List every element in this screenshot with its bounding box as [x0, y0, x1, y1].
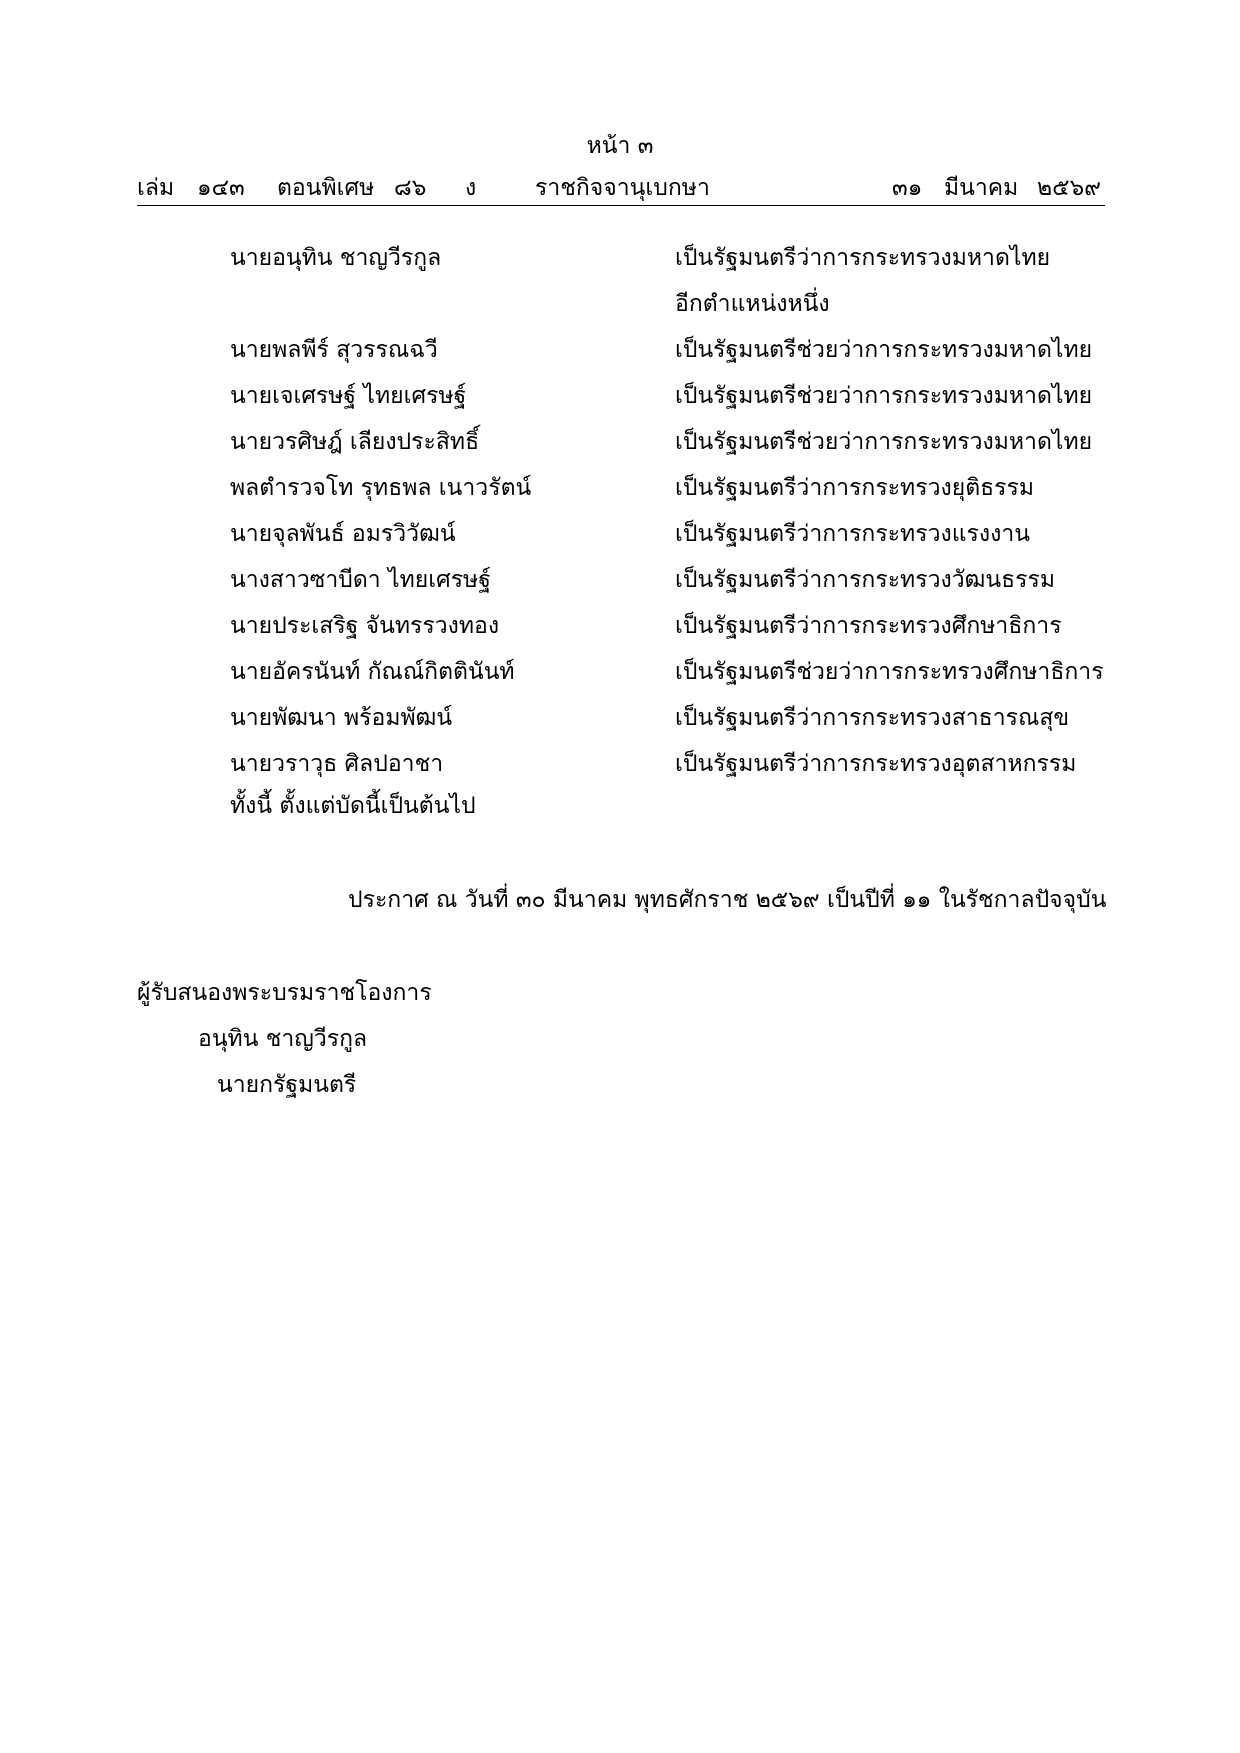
gazette-header	[137, 170, 1105, 200]
appointment-row	[0, 654, 1240, 700]
appointment-row	[0, 562, 1240, 608]
appointee-position: เป็นรัฐมนตรีช่วยว่าการกระทรวงมหาดไทย	[675, 429, 1093, 455]
issue-year: ๒๕๖๙	[1037, 175, 1102, 201]
appointment-row	[0, 516, 1240, 562]
volume-label: เล่ม	[137, 175, 175, 201]
appointee-name: นายพัฒนา พร้อมพัฒน์	[230, 705, 453, 731]
header-divider	[137, 205, 1105, 206]
volume-number: ๑๔๓	[197, 175, 245, 201]
page-number: หน้า ๓	[586, 133, 654, 159]
proclamation-date: ประกาศ ณ วันที่ ๓๐ มีนาคม พุทธศักราช ๒๕๖๙ เป็นปีที่ ๑๑ ในรัชกาลปัจจุบัน	[348, 887, 1107, 913]
issue-day: ๓๑	[892, 175, 923, 201]
countersign-label: ผู้รับสนองพระบรมราชโองการ	[137, 980, 432, 1006]
appointment-row	[0, 608, 1240, 654]
appointee-position: เป็นรัฐมนตรีว่าการกระทรวงมหาดไทย	[675, 245, 1051, 271]
appointment-row	[0, 332, 1240, 378]
section-letter: ง	[465, 175, 477, 201]
appointee-position: เป็นรัฐมนตรีว่าการกระทรวงศึกษาธิการ	[675, 613, 1062, 639]
gazette-title: ราชกิจจานุเบกษา	[535, 175, 710, 201]
appointee-position: เป็นรัฐมนตรีช่วยว่าการกระทรวงมหาดไทย	[675, 337, 1093, 363]
appointee-position: อีกตำแหน่งหนึ่ง	[675, 291, 830, 317]
appointment-row	[0, 470, 1240, 516]
section-label: ตอนพิเศษ	[277, 175, 375, 201]
appointee-name: นายจุลพันธ์ อมรวิวัฒน์	[230, 521, 456, 547]
appointee-position: เป็นรัฐมนตรีว่าการกระทรวงยุติธรรม	[675, 475, 1035, 501]
appointee-name: นายอัครนันท์ กัณณ์กิตตินันท์	[230, 659, 515, 685]
signer-name: อนุทิน ชาญวีรกูล	[198, 1026, 368, 1052]
appointee-position: เป็นรัฐมนตรีว่าการกระทรวงวัฒนธรรม	[675, 567, 1056, 593]
appointment-row	[0, 240, 1240, 286]
appointee-position: เป็นรัฐมนตรีว่าการกระทรวงอุตสาหกรรม	[675, 751, 1077, 777]
effective-date-clause: ทั้งนี้ ตั้งแต่บัดนี้เป็นต้นไป	[230, 793, 476, 819]
appointment-row	[0, 286, 1240, 332]
appointment-list	[0, 240, 1240, 792]
appointment-row	[0, 378, 1240, 424]
issue-month: มีนาคม	[944, 175, 1019, 201]
appointee-name: นายวราวุธ ศิลปอาชา	[230, 751, 444, 777]
appointee-name: นายพลพีร์ สุวรรณฉวี	[230, 337, 438, 363]
appointee-name: นายเจเศรษฐ์ ไทยเศรษฐ์	[230, 383, 467, 409]
appointee-name: พลตำรวจโท รุทธพล เนาวรัตน์	[230, 475, 532, 501]
appointee-position: เป็นรัฐมนตรีช่วยว่าการกระทรวงมหาดไทย	[675, 383, 1093, 409]
appointee-name: นายวรศิษฎ์ เลียงประสิทธิ์	[230, 429, 480, 455]
appointee-position: เป็นรัฐมนตรีว่าการกระทรวงแรงงาน	[675, 521, 1030, 547]
appointee-position: เป็นรัฐมนตรีช่วยว่าการกระทรวงศึกษาธิการ	[675, 659, 1104, 685]
appointee-name: นางสาวซาบีดา ไทยเศรษฐ์	[230, 567, 491, 593]
appointee-name: นายประเสริฐ จันทรรวงทอง	[230, 613, 500, 639]
appointment-row	[0, 746, 1240, 792]
appointee-position: เป็นรัฐมนตรีว่าการกระทรวงสาธารณสุข	[675, 705, 1070, 731]
signer-title: นายกรัฐมนตรี	[217, 1072, 357, 1098]
appointee-name: นายอนุทิน ชาญวีรกูล	[230, 245, 442, 271]
section-number: ๘๖	[394, 175, 427, 201]
appointment-row	[0, 700, 1240, 746]
appointment-row	[0, 424, 1240, 470]
